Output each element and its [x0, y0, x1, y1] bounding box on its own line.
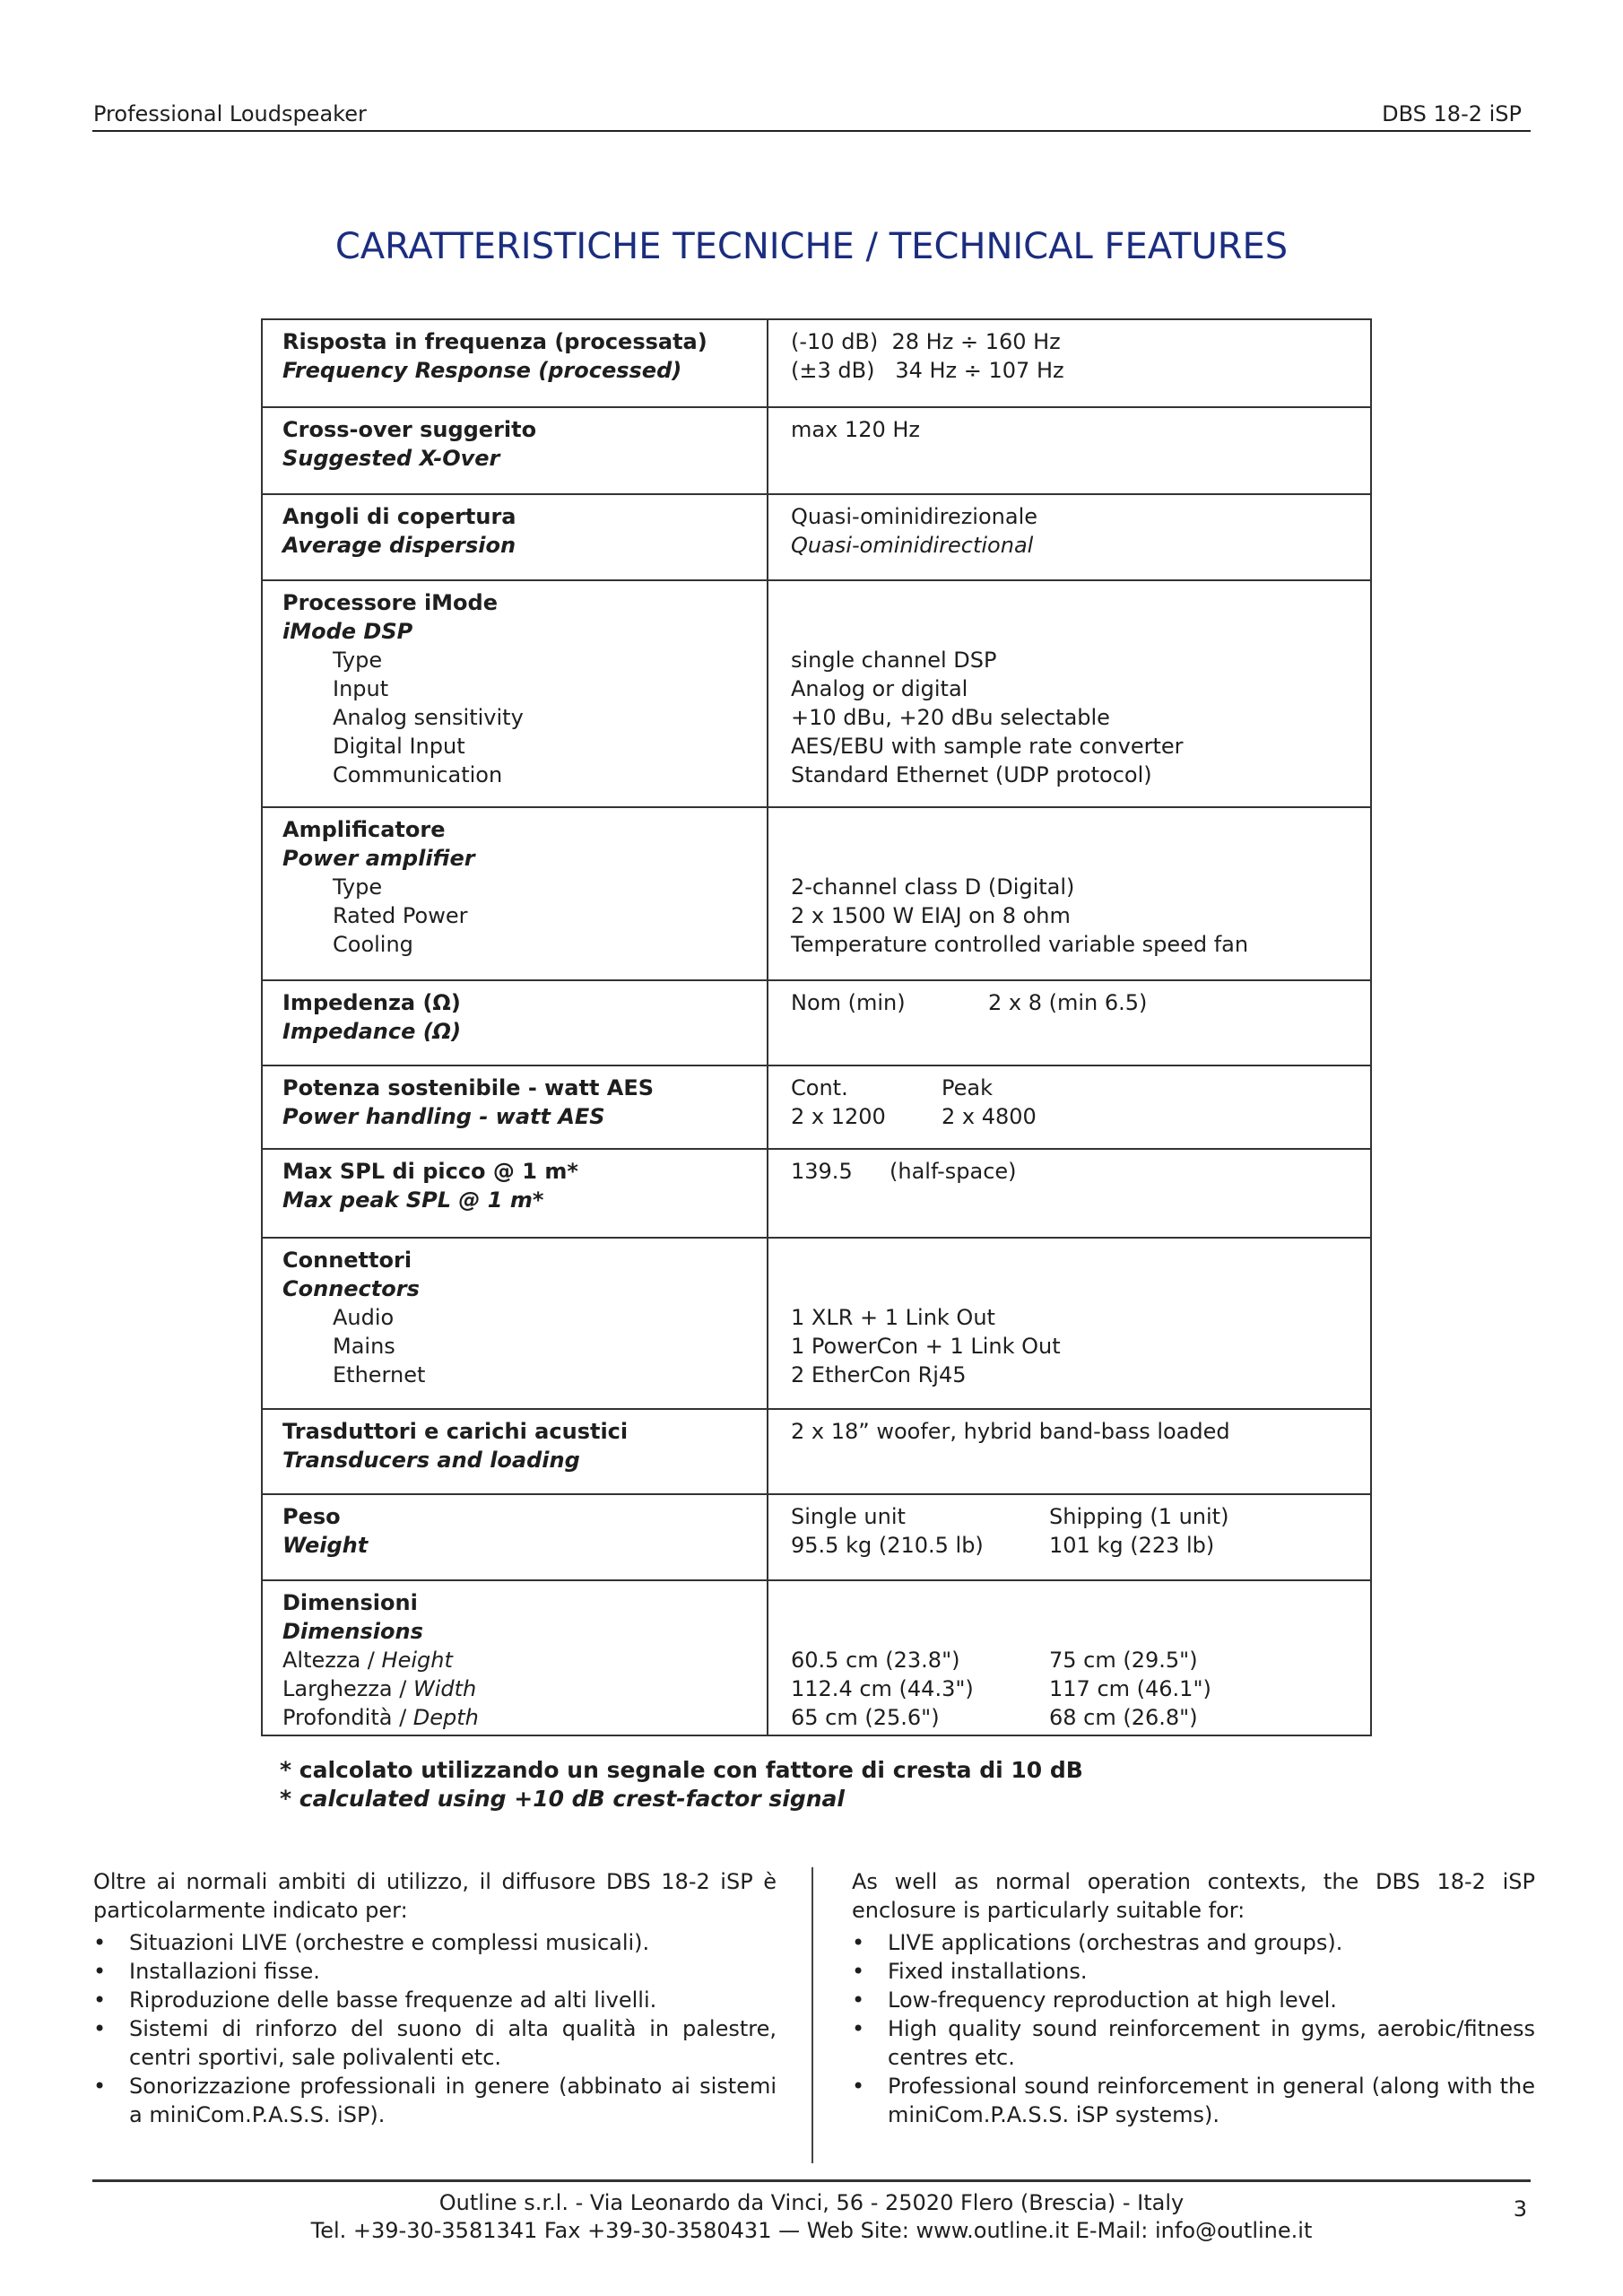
label-en: Height [381, 1648, 453, 1673]
label-it: Altezza [282, 1648, 361, 1673]
spec-value [768, 981, 1370, 1065]
bullet-icon: • [93, 2074, 107, 2099]
list-item-text: Fixed installations. [888, 1959, 1088, 1984]
applications-intro: As well as normal operation contexts, the DBS 18-2 iSP enclosure is particularly suitable for: [852, 1869, 1535, 1923]
spec-label [263, 981, 768, 1065]
sub-label: Type [333, 874, 383, 900]
value-line [791, 1674, 1370, 1703]
shipping-header: Shipping (1 unit) [1049, 1504, 1229, 1529]
spec-row-connectors [263, 1237, 1370, 1408]
spec-row-impedance [263, 979, 1370, 1065]
list-item-text: Sonorizzazione professionali in genere (abbinato ai sistemi a miniCom.P.A.S.S. iSP). [129, 2074, 777, 2127]
value-line [791, 1646, 1370, 1674]
label-it: Potenza sostenibile - watt AES [282, 1075, 655, 1100]
list-item [852, 1928, 1535, 1957]
value-line: Temperature controlled variable speed fan [791, 932, 1249, 957]
spec-value [768, 808, 1370, 979]
label-it: Trasduttori e carichi acustici [282, 1419, 629, 1444]
sub-label: Type [333, 648, 383, 673]
label-en: Dimensions [282, 1619, 423, 1644]
spec-value [768, 495, 1370, 579]
list-item [852, 2014, 1535, 2072]
spec-label [263, 408, 768, 493]
impedance-value: 2 x 8 (min 6.5) [988, 990, 1148, 1015]
list-item-text: Sistemi di rinforzo del suono di alta qualità in palestre, centri sportivi, sale polivalenti etc. [129, 2016, 777, 2070]
bullet-icon: • [93, 1959, 107, 1984]
spec-value [768, 1150, 1370, 1237]
label-it: Processore iMode [282, 590, 498, 615]
footer-contacts: Tel. +39-30-3581341 Fax +39-30-3580431 — Web Site: www.outline.it E-Mail: info@outline.it [310, 2218, 1313, 2243]
spec-value [768, 320, 1370, 406]
value-line [791, 1531, 1370, 1560]
sub-label: Communication [333, 762, 503, 787]
label-en: Transducers and loading [282, 1448, 580, 1473]
label-en: Connectors [282, 1276, 420, 1301]
applications-list [852, 1928, 1535, 2129]
spec-value [768, 1581, 1370, 1735]
single-unit-weight: 95.5 kg (210.5 lb) [791, 1533, 984, 1558]
single-dimension: 112.4 cm (44.3") [791, 1676, 974, 1701]
spec-label [263, 495, 768, 579]
footnote [280, 1756, 1083, 1813]
page-title: CARATTERISTICHE TECNICHE / TECHNICAL FEATURES [334, 226, 1289, 267]
value-line: +10 dBu, +20 dBu selectable [791, 705, 1110, 730]
spec-row-amplifier [263, 806, 1370, 979]
single-unit-header: Single unit [791, 1504, 906, 1529]
spec-label [263, 320, 768, 406]
value-line: single channel DSP [791, 648, 997, 673]
label-it: Amplificatore [282, 817, 446, 842]
label-en: iMode DSP [282, 619, 413, 644]
page-number: 3 [1513, 2196, 1527, 2222]
applications-en [852, 1867, 1535, 2129]
list-item [852, 2072, 1535, 2129]
sub-label: Rated Power [333, 903, 468, 928]
bullet-icon: • [93, 1987, 107, 2013]
list-item [852, 1986, 1535, 2014]
label-en: Frequency Response (processed) [282, 358, 682, 383]
label-it: Cross-over suggerito [282, 417, 537, 442]
sub-label: Input [333, 676, 389, 701]
single-dimension: 60.5 cm (23.8") [791, 1648, 960, 1673]
value-line: Quasi-ominidirectional [791, 533, 1034, 558]
single-dimension: 65 cm (25.6") [791, 1705, 940, 1730]
bullet-icon: • [852, 1987, 865, 2013]
value-line: Standard Ethernet (UDP protocol) [791, 762, 1152, 787]
impedance-key: Nom (min) [791, 990, 906, 1015]
applications-it [93, 1867, 777, 2129]
spec-row-frequency-response [263, 320, 1370, 406]
spec-value [768, 1239, 1370, 1408]
value-line: 2-channel class D (Digital) [791, 874, 1075, 900]
sub-label: Analog sensitivity [333, 705, 524, 730]
dimension-label: Larghezza / Width [282, 1676, 477, 1701]
shipping-dimension: 117 cm (46.1") [1049, 1676, 1211, 1701]
spec-row-crossover [263, 406, 1370, 493]
list-item [93, 1928, 777, 1957]
value-line [791, 1502, 1370, 1531]
cont-header: Cont. [791, 1075, 848, 1100]
spec-label [263, 1150, 768, 1237]
label-it: Profondità [282, 1705, 393, 1730]
label-it: Impedenza (Ω) [282, 990, 461, 1015]
sub-label: Ethernet [333, 1362, 426, 1387]
spec-table [261, 318, 1372, 1736]
list-item [93, 2014, 777, 2072]
spec-label [263, 1239, 768, 1408]
footnote-it: * calcolato utilizzando un segnale con fattore di cresta di 10 dB [280, 1757, 1083, 1783]
sub-label: Mains [333, 1334, 395, 1359]
spec-row-weight [263, 1493, 1370, 1579]
shipping-dimension: 68 cm (26.8") [1049, 1705, 1198, 1730]
dimension-label: Profondità / Depth [282, 1705, 479, 1730]
shipping-dimension: 75 cm (29.5") [1049, 1648, 1198, 1673]
spec-label [263, 1495, 768, 1579]
list-item [93, 2072, 777, 2129]
label-en: Impedance (Ω) [282, 1019, 462, 1044]
bullet-icon: • [852, 2074, 865, 2099]
bullet-icon: • [93, 1930, 107, 1955]
spec-row-dispersion [263, 493, 1370, 579]
list-item [93, 1957, 777, 1986]
spl-note: (half-space) [890, 1159, 1017, 1184]
label-en: Max peak SPL @ 1 m* [282, 1187, 544, 1213]
spec-label [263, 808, 768, 979]
shipping-weight: 101 kg (223 lb) [1049, 1533, 1215, 1558]
label-it: Connettori [282, 1248, 412, 1273]
sub-label: Cooling [333, 932, 413, 957]
list-item-text: Installazioni fisse. [129, 1959, 320, 1984]
list-item-text: Situazioni LIVE (orchestre e complessi musicali). [129, 1930, 650, 1955]
value-line: 1 PowerCon + 1 Link Out [791, 1334, 1061, 1359]
label-en: Power handling - watt AES [282, 1104, 605, 1129]
list-item-text: LIVE applications (orchestras and groups). [888, 1930, 1343, 1955]
list-item-text: High quality sound reinforcement in gyms, aerobic/fitness centres etc. [888, 2016, 1535, 2070]
value-line: max 120 Hz [791, 417, 920, 442]
value-line: Analog or digital [791, 676, 968, 701]
value-line [791, 988, 1370, 1017]
spec-label [263, 1066, 768, 1148]
spec-value [768, 1066, 1370, 1148]
value-line: 1 XLR + 1 Link Out [791, 1305, 995, 1330]
label-en: Depth [412, 1705, 479, 1730]
label-it: Risposta in frequenza (processata) [282, 329, 707, 354]
spec-value [768, 581, 1370, 806]
bullet-icon: • [93, 2016, 107, 2041]
header-rule [92, 130, 1531, 132]
label-it: Larghezza [282, 1676, 393, 1701]
label-it: Peso [282, 1504, 341, 1529]
list-item [852, 1957, 1535, 1986]
footer-rule [92, 2179, 1531, 2182]
list-item [93, 1986, 777, 2014]
cont-value: 2 x 1200 [791, 1104, 886, 1129]
spec-value [768, 1410, 1370, 1493]
value-line [791, 1157, 1370, 1186]
spec-row-processor [263, 579, 1370, 806]
value-line: Quasi-ominidirezionale [791, 504, 1038, 529]
list-item-text: Riproduzione delle basse frequenze ad alti livelli. [129, 1987, 657, 2013]
value-line: 2 EtherCon Rj45 [791, 1362, 967, 1387]
value-line: 2 x 18” woofer, hybrid band-bass loaded [791, 1419, 1230, 1444]
footer-address: Outline s.r.l. - Via Leonardo da Vinci, 56 - 25020 Flero (Brescia) - Italy [438, 2190, 1185, 2215]
applications-intro: Oltre ai normali ambiti di utilizzo, il diffusore DBS 18-2 iSP è particolarmente indicato per: [93, 1869, 777, 1923]
spec-row-transducers [263, 1408, 1370, 1493]
spec-value [768, 408, 1370, 493]
value-line: (±3 dB) 34 Hz ÷ 107 Hz [791, 358, 1064, 383]
label-it: Max SPL di picco @ 1 m* [282, 1159, 578, 1184]
spec-label [263, 1581, 768, 1735]
label-it: Dimensioni [282, 1590, 418, 1615]
value-line [791, 1074, 1370, 1102]
footnote-en: * calculated using +10 dB crest-factor signal [280, 1786, 845, 1812]
spec-row-power-handling [263, 1065, 1370, 1148]
bullet-icon: • [852, 1959, 865, 1984]
value-line: (-10 dB) 28 Hz ÷ 160 Hz [791, 329, 1061, 354]
header-document-type: Professional Loudspeaker [93, 101, 367, 126]
spec-label [263, 581, 768, 806]
peak-value: 2 x 4800 [942, 1104, 1037, 1129]
spec-row-dimensions [263, 1579, 1370, 1735]
value-line: 2 x 1500 W EIAJ on 8 ohm [791, 903, 1071, 928]
label-en: Suggested X-Over [282, 446, 500, 471]
applications-list [93, 1928, 777, 2129]
value-line [791, 1703, 1370, 1732]
list-item-text: Professional sound reinforcement in general (along with the miniCom.P.A.S.S. iSP systems). [888, 2074, 1535, 2127]
label-en: Weight [282, 1533, 369, 1558]
spec-row-max-spl [263, 1148, 1370, 1237]
label-en: Average dispersion [282, 533, 516, 558]
dimension-label: Altezza / Height [282, 1648, 453, 1673]
header-model-name: DBS 18-2 iSP [1382, 101, 1522, 126]
label-en: Width [412, 1676, 477, 1701]
peak-header: Peak [942, 1075, 993, 1100]
sub-label: Digital Input [333, 734, 465, 759]
bullet-icon: • [852, 1930, 865, 1955]
value-line: AES/EBU with sample rate converter [791, 734, 1184, 759]
label-it: Angoli di copertura [282, 504, 516, 529]
label-en: Power amplifier [282, 846, 475, 871]
spec-label [263, 1410, 768, 1493]
spl-value: 139.5 [791, 1159, 853, 1184]
value-line [791, 1102, 1370, 1131]
sub-label: Audio [333, 1305, 395, 1330]
list-item-text: Low-frequency reproduction at high level. [888, 1987, 1337, 2013]
spec-value [768, 1495, 1370, 1579]
column-divider [812, 1867, 813, 2163]
bullet-icon: • [852, 2016, 865, 2041]
